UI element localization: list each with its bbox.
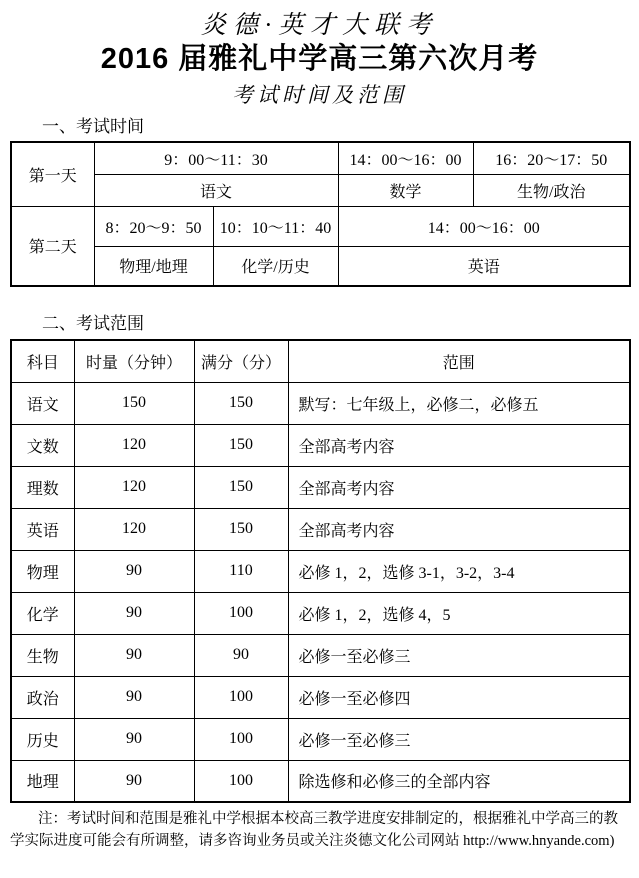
table-row: [11, 508, 630, 550]
duration-cell: 120: [74, 466, 194, 508]
day2-session3-time: 14：00～16：00: [338, 206, 630, 246]
fullscore-cell: 100: [194, 676, 288, 718]
scope-cell: 必修一至必修四: [288, 676, 630, 718]
footnote-line2: [10, 830, 629, 852]
scope-cell: 默写：七年级上，必修二，必修五: [288, 382, 630, 424]
subject-cell: 语文: [11, 382, 74, 424]
exam-scope-table: [10, 339, 631, 803]
fullscore-cell: 100: [194, 718, 288, 760]
scope-cell: 必修 1，2，选修 3-1，3-2，3-4: [288, 550, 630, 592]
section-heading-exam-time: 一、考试时间: [42, 117, 144, 136]
subject-cell: 地理: [11, 760, 74, 802]
table-row: [11, 424, 630, 466]
table-row: [11, 634, 630, 676]
table-row: [11, 592, 630, 634]
fullscore-cell: 100: [194, 760, 288, 802]
section-heading-exam-scope: 二、考试范围: [42, 314, 144, 333]
subject-cell: 理数: [11, 466, 74, 508]
subject-cell: 物理: [11, 550, 74, 592]
day1-session3-time: 16：20～17：50: [473, 142, 630, 174]
column-header-fullscore: 满分（分）: [194, 340, 288, 382]
table-row: [11, 174, 630, 206]
day1-session3-subject: 生物/政治: [473, 174, 630, 206]
scope-cell: 除选修和必修三的全部内容: [288, 760, 630, 802]
scope-cell: 必修 1，2，选修 4，5: [288, 592, 630, 634]
footnote-line1: 注：考试时间和范围是雅礼中学根据本校高三教学进度安排制定的，根据雅礼中学高三的教: [38, 811, 618, 827]
document-subtitle: 考试时间及范围: [232, 83, 407, 107]
day1-session1-subject: 语文: [94, 174, 338, 206]
fullscore-cell: 100: [194, 592, 288, 634]
duration-cell: 120: [74, 424, 194, 466]
table-header-row: [11, 340, 630, 382]
subject-cell: 生物: [11, 634, 74, 676]
day2-session2-time: 10：10～11：40: [213, 206, 338, 246]
column-header-scope: 范围: [288, 340, 630, 382]
footnote: [10, 808, 629, 852]
day1-session2-subject: 数学: [338, 174, 473, 206]
fullscore-cell: 150: [194, 382, 288, 424]
scope-cell: 全部高考内容: [288, 466, 630, 508]
duration-cell: 120: [74, 508, 194, 550]
scope-cell: 必修一至必修三: [288, 634, 630, 676]
subject-cell: 化学: [11, 592, 74, 634]
exam-time-table: [10, 141, 631, 287]
subject-cell: 历史: [11, 718, 74, 760]
table-row: [11, 676, 630, 718]
duration-cell: 90: [74, 550, 194, 592]
duration-cell: 90: [74, 634, 194, 676]
scope-cell: 全部高考内容: [288, 508, 630, 550]
day1-label: 第一天: [11, 142, 94, 206]
duration-cell: 90: [74, 718, 194, 760]
footnote-line2-suffix: ): [609, 833, 615, 849]
fullscore-cell: 150: [194, 424, 288, 466]
subject-cell: 政治: [11, 676, 74, 718]
scope-cell: 必修一至必修三: [288, 718, 630, 760]
day2-label: 第二天: [11, 206, 94, 286]
day1-session1-time: 9：00～11：30: [94, 142, 338, 174]
duration-cell: 90: [74, 676, 194, 718]
brand-title: 炎德·英才大联考: [200, 12, 439, 39]
table-row: [11, 382, 630, 424]
table-row: [11, 466, 630, 508]
scope-cell: 全部高考内容: [288, 424, 630, 466]
footnote-line2-text: 学实际进度可能会有所调整，请多咨询业务员或关注炎德文化公司网站: [10, 833, 464, 849]
day2-session1-subject: 物理/地理: [94, 246, 213, 286]
fullscore-cell: 150: [194, 508, 288, 550]
website-url: http://www.hnyande.com: [463, 833, 610, 849]
table-row: [11, 206, 630, 246]
table-row: [11, 760, 630, 802]
duration-cell: 90: [74, 592, 194, 634]
document-page: [0, 10, 639, 852]
table-row: [11, 550, 630, 592]
fullscore-cell: 90: [194, 634, 288, 676]
duration-cell: 150: [74, 382, 194, 424]
page-title: 2016 届雅礼中学高三第六次月考: [100, 43, 539, 75]
subject-cell: 英语: [11, 508, 74, 550]
day2-session3-subject: 英语: [338, 246, 630, 286]
table-row: [11, 718, 630, 760]
day1-session2-time: 14：00～16：00: [338, 142, 473, 174]
table-row: [11, 142, 630, 174]
day2-session1-time: 8：20～9：50: [94, 206, 213, 246]
column-header-duration: 时量（分钟）: [74, 340, 194, 382]
duration-cell: 90: [74, 760, 194, 802]
table-row: [11, 246, 630, 286]
fullscore-cell: 110: [194, 550, 288, 592]
day2-session2-subject: 化学/历史: [213, 246, 338, 286]
subject-cell: 文数: [11, 424, 74, 466]
fullscore-cell: 150: [194, 466, 288, 508]
column-header-subject: 科目: [11, 340, 74, 382]
